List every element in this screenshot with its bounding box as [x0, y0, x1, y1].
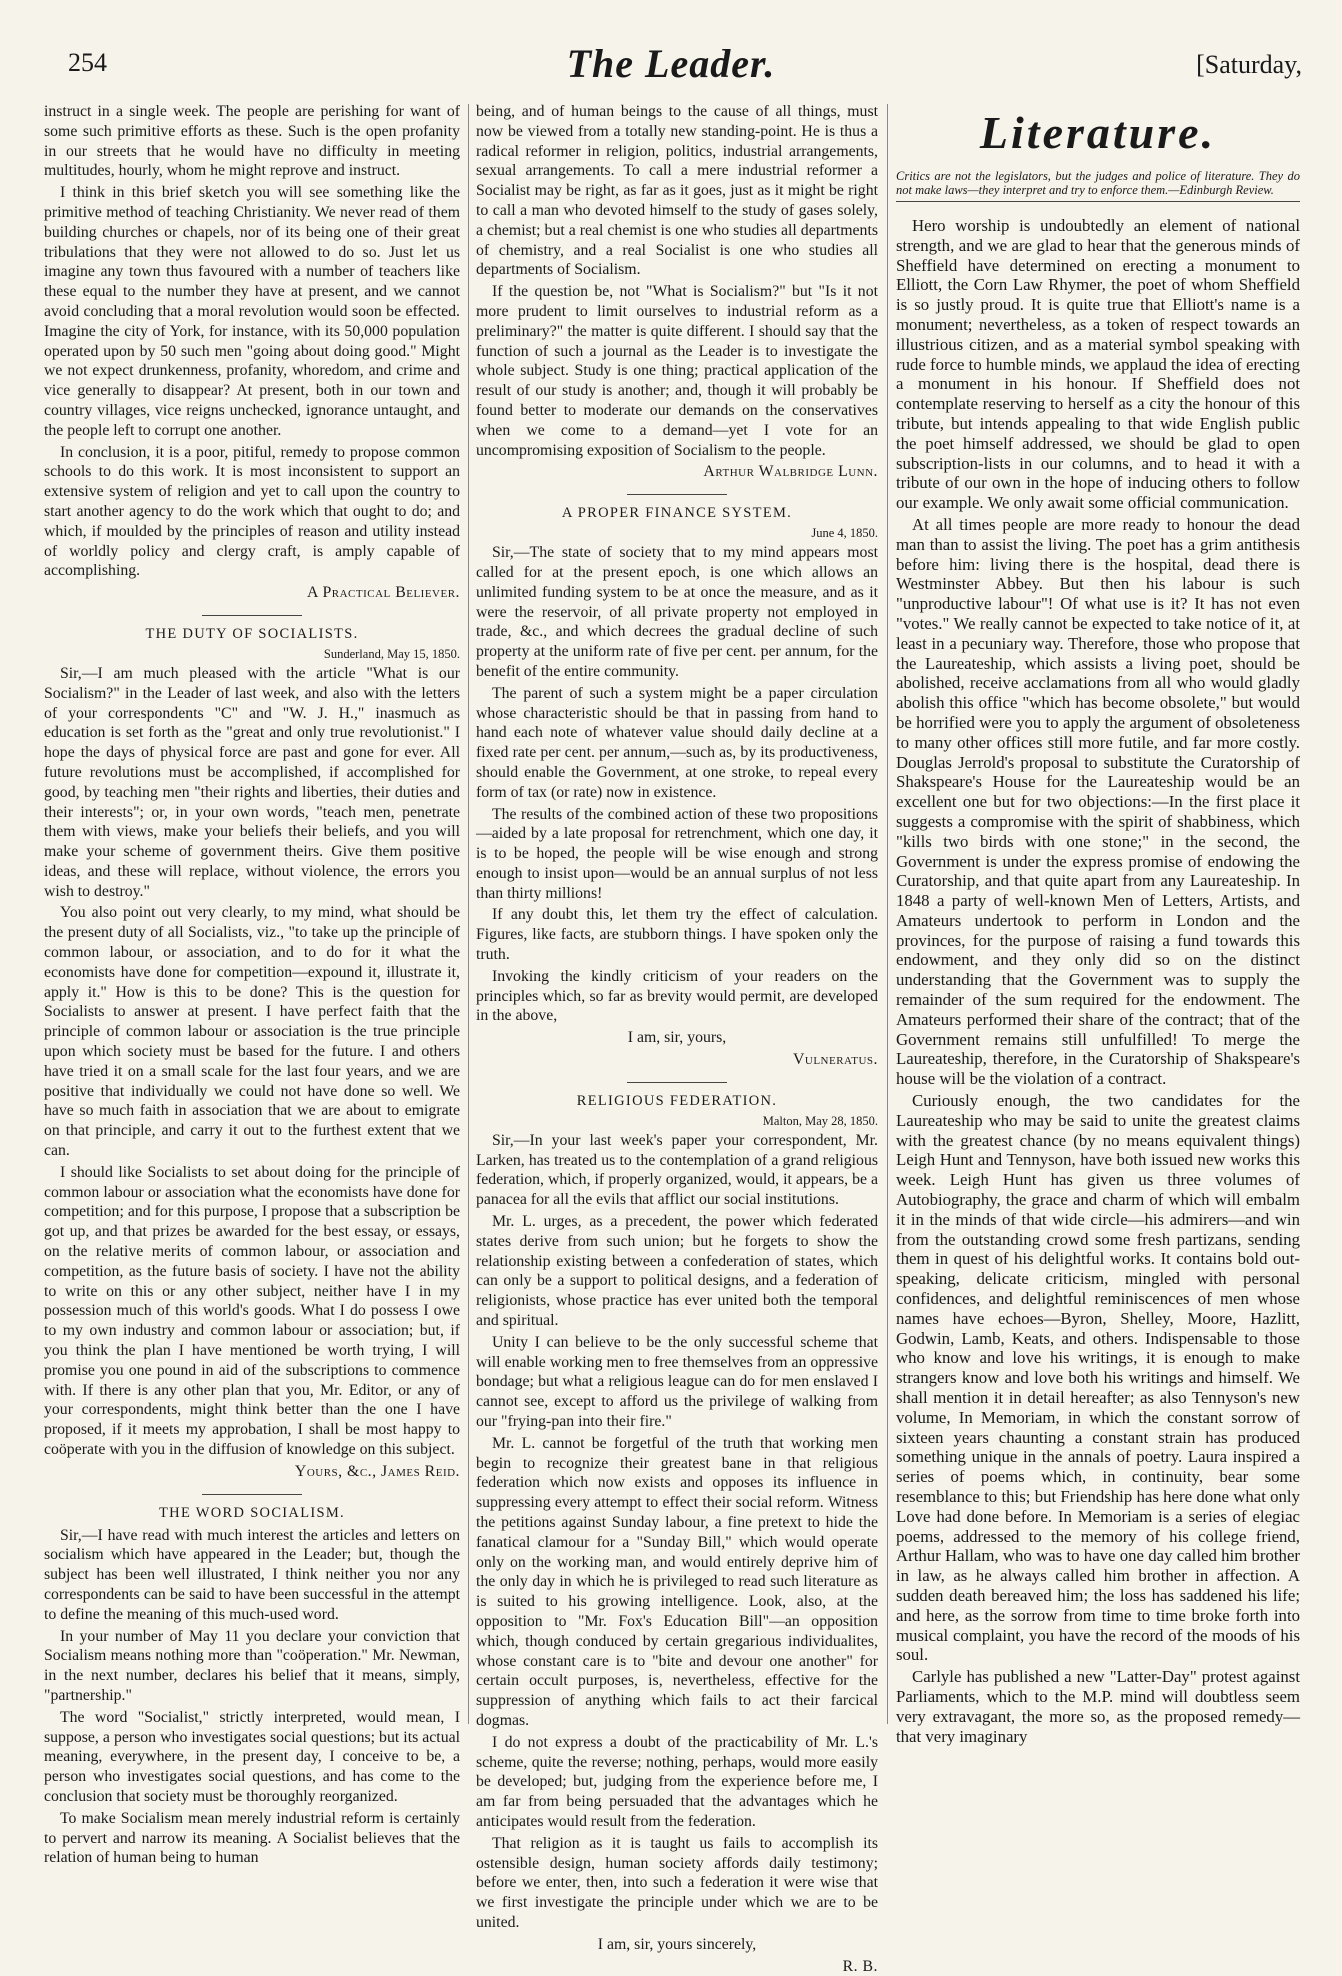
article-paragraph: If the question be, not "What is Socialism?" but "Is it not more prudent to limit ourselves to industrial reform as a preliminary?" the matter is quite different. I should say that the function of such a journal as the Leader is to investigate the whole subject. Study is one thing; practical application of the result of our study is another; and, though it will probably be found better to moderate our demands on the conservatives when we come to a demand—yet I vote for an uncompromising exposition of Socialism to the people.: [476, 283, 878, 459]
article-paragraph: I should like Socialists to set about doing for the principle of common labour or association what the economists have done for competition; and for this purpose, I propose that a subscription be got up, and that prizes be awarded for the best essay, or essays, on the relative merits of common labour, or association and competition, as the future basis of society. I have not the ability to write on this or any other subject, neither have I in my possession much of this world's goods. What I do possess I owe to my own industry and common labour or association; but, if you think the plan I have mentioned be worth trying, I will promise you one pound in aid of the subscriptions to commence with. If there is any other plan that you, Mr. Editor, or any of your correspondents, might think better than the one I have proposed, if it meets my approbation, I shall be most happy to coöperate with you in the diffusion of knowledge on this subject.: [44, 1163, 460, 1458]
article-paragraph: Sir,—The state of society that to my mind appears most called for at the present epoch, is one which allows an unlimited funding system to be at once the measure, and as it were the reservoir, of all private property not employed in trade, &c., and which decrees the gradual decline of such property at the uniform rate of five per cent. per annum, for the benefit of the entire community.: [476, 544, 878, 680]
section-separator: [627, 1082, 727, 1083]
letter-dateline: June 4, 1850.: [811, 526, 878, 541]
article-paragraph: Mr. L. urges, as a precedent, the power which federated states derive from such union; but he forgets to show the relationship existing between a confederation of states, which can only be a support to political designs, and a federation of religionists, whose practice has ever united both the temporal and spiritual.: [476, 1213, 878, 1330]
article-paragraph: instruct in a single week. The people are perishing for want of some such primitive efforts as these. Such is the open profanity in our streets that he would have no difficulty in meeting multitudes, hourly, whom he might reprove and instruct.: [44, 103, 460, 180]
letter-closing: I am, sir, yours,: [627, 1029, 727, 1047]
article-paragraph: To make Socialism mean merely industrial reform is certainly to pervert and narrow its meaning. A Socialist believes that the relation of human being to human: [44, 1809, 460, 1867]
article-title-word-socialism: THE WORD SOCIALISM.: [159, 1504, 345, 1521]
article-paragraph: Sir,—I have read with much interest the articles and letters on socialism which have appeared in the Leader; but, though the subject has been well illustrated, I think neither you nor any correspondents can be said to have been successful in the attempt to define the meaning of this much-used word.: [44, 1526, 460, 1623]
column-divider: [468, 104, 469, 1724]
column-divider: [887, 104, 888, 1724]
article-paragraph: That religion as it is taught us fails to accomplish its ostensible design, human society affords daily testimony; before we enter, then, into such a federation it were wise that we first investigate the principle under which we are to be united.: [476, 1834, 878, 1931]
section-title-literature: Literature.: [979, 107, 1217, 158]
article-paragraph: Hero worship is undoubtedly an element of national strength, and we are glad to hear that the generous minds of Sheffield have determined on erecting a monument to Elliott, the Corn Law Rhymer, the poet of whom Sheffield is so justly proud. It is quite true that Elliott's name is a monument; nevertheless, as a token of respect towards an illustrious citizen, and as a material symbol speaking with rude force to humble minds, we applaud the idea of erecting a monument in his honour. If Sheffield does not contemplate reserving to herself as a city the honour of this tribute, but intends appealing to that wide English public the poet himself addressed, we should be glad to open subscription-lists in our columns, and to head it with a tribute of our own in the hope of inducing others to follow our example. We only await some official communication.: [896, 216, 1301, 513]
article-paragraph: In conclusion, it is a poor, pitiful, remedy to propose common schools to do this work. It is most inconsistent to support an extensive system of religion and yet to call upon the country to start another agency to do the work which that ought to do; and which, if moulded by the principles of reason and utility instead of worldly policy and clergy craft, is amply capable of accomplishing.: [44, 443, 460, 580]
section-epigraph: Critics are not the legislators, but the judges and police of literature. They do not make laws—they interpret and try to enforce them.—Edinburgh Review.: [896, 169, 1300, 197]
page-header: [40, 0, 1302, 96]
article-paragraph: I do not express a doubt of the practicability of Mr. L.'s scheme, quite the reverse; nothing, perhaps, would more easily be developed; but, judging from the experience before me, I am far from being persuaded that the advantages which he anticipates would result from the federation.: [476, 1733, 878, 1830]
article-paragraph: Invoking the kindly criticism of your readers on the principles which, so far as brevity would permit, are developed in the above,: [476, 967, 878, 1025]
article-paragraph: You also point out very clearly, to my mind, what should be the present duty of all Socialists, viz., "to take up the principle of common labour, or association, and to do for it what the economists have done for competition—expound it, illustrate it, apply it." How is this to be done? This is the question for Socialists to answer at present. I have perfect faith that the principle of common labour or association is the true principle upon which society must be based for the future. I and others have tried it on a small scale for the last four years, and we are positive that individually we could not have done so well. We have so much faith in association that we are about to emigrate on that principle, and carry it out to the furthest extent that we can.: [44, 904, 460, 1160]
article-paragraph: Sir,—In your last week's paper your correspondent, Mr. Larken, has treated us to the contemplation of a grand religious federation, which, if properly organized, would, it appears, be a panacea for all the evils that afflict our social institutions.: [476, 1131, 878, 1209]
article-paragraph: In your number of May 11 you declare your conviction that Socialism means nothing more than "coöperation." Mr. Newman, in the next number, declares his belief that it means, simply, "partnership.": [44, 1627, 460, 1704]
section-separator: [202, 615, 302, 616]
article-paragraph: If any doubt this, let them try the effect of calculation. Figures, like facts, are stubborn things. I have spoken only the truth.: [476, 906, 878, 964]
article-title-finance-system: A PROPER FINANCE SYSTEM.: [561, 505, 793, 522]
article-paragraph: Unity I can believe to be the only successful scheme that will enable working men to free themselves from an oppressive bondage; but what a religious league can do for men enslaved I cannot see, except to afford us the privilege of walking from our "frying-pan into their fire.": [476, 1333, 878, 1431]
article-signature: A Practical Believer.: [306, 584, 460, 602]
article-paragraph: I think in this brief sketch you will see something like the primitive method of teaching Christianity. We never read of them building churches or chapels, nor of its being one of their great tribulations that they were not allowed to do so. Just let us imagine any town thus favoured with a number of teachers like these equal to the number they have at present, and we cannot avoid concluding that a moral revolution would soon be effected. Imagine the city of York, for instance, with its 50,000 population operated upon by 50 such men "going about doing good." Might we not expect drunkenness, profanity, whoredom, and crime and vice generally to disappear? At present, both in our town and country villages, vice reigns unchecked, ignorance untaught, and the people left to corrupt one another.: [44, 184, 460, 439]
letter-dateline: Sunderland, May 15, 1850.: [323, 646, 460, 661]
column-2: [476, 102, 878, 1975]
masthead: The Leader.: [566, 41, 776, 86]
article-signature: Yours, &c., James Reid.: [294, 1462, 460, 1480]
article-title-religious-federation: RELIGIOUS FEDERATION.: [576, 1092, 778, 1109]
article-paragraph: Mr. L. cannot be forgetful of the truth that working men begin to recognize their greatest bane in that religious federation which now exists and opposes its influence in suppressing every attempt to effect their social reform. Witness the petitions against Sunday labour, a fine pretext to hide the fanatical clamour for a "Sunday Bill," which would operate only on the working man, and would entirely deprive him of the only day in which he is privileged to read such literature as is suited to his growing intelligence. Look, also, at the opposition to "Mr. Fox's Education Bill"—an opposition which, though conduced by certain gregarious individualites, whose constant care is to "bite and devour one another" for certain occult purposes, is, nevertheless, effective for the suppression of anything which fails to act their farcical dogmas.: [476, 1434, 878, 1729]
column-1: [44, 102, 460, 1867]
article-paragraph: Sir,—I am much pleased with the article "What is our Socialism?" in the Leader of last week, and also with the letters of your correspondents "C" and "W. J. H.," inasmuch as education is set forth as the "great and only true revolutionist." I hope the days of physical force are past and gone for ever. All future revolutions must be accomplished, if accomplished for good, by teaching men "their rights and liberties, their duties and their interests"; or, in your own words, "teach men, penetrate them with views, make your beliefs their beliefs, and you will make your scheme of government theirs. Give them positive ideas, and these will replace, without violence, the errors you wish to destroy.": [44, 664, 460, 900]
letter-dateline: Malton, May 28, 1850.: [762, 1113, 878, 1128]
article-paragraph: Carlyle has published a new "Latter-Day" protest against Parliaments, which to the M.P. mind will doubtless seem very extravagant, the more so, as the proposed remedy—that very imaginary: [896, 1667, 1300, 1746]
article-paragraph: The results of the combined action of these two propositions—aided by a late proposal for retrenchment, which one day, it is to be hoped, the people will be wise enough and strong enough to insist upon—would be an annual surplus of not less than thirty millions!: [476, 805, 878, 902]
article-paragraph: At all times people are more ready to honour the dead man than to assist the living. The poet has a grim antithesis before him: living there is the hospital, dead there is Westminster Abbey. But then his labour is such "unproductive labour"! Of what use is it? It has not even "votes." We really cannot be expected to take notice of it, at least in a pecuniary way. Therefore, those who propose that the Laureateship, which assists a living poet, should be abolished, receive acclamations from all who would gladly abolish this office "which has become obsolete," but would be horrified were you to apply the argument of obsoleteness to many other offices still more futile, and far more costly. Douglas Jerrold's proposal to substitute the Curatorship of Shakspeare's House for the Laureateship would be an excellent one but for two objections:—In the first place it suggests a compromise with the spirit of shabbiness, which "kills two birds with one stone;" in the second, the Government is under the express promise of endowing the Curatorship, and that quite apart from any Laureateship. In 1848 a party of well-known Men of Letters, Artists, and Amateurs undertook to perform in London and the provinces, for the purpose of raising a fund towards this endowment, and they only did so on the distinct understanding that the Government was to supply the remainder of the sum required for the endowment. The Amateurs performed their share of the contract; that of the Government remains still unfulfilled! To merge the Laureateship, therefore, in the Curatorship of Shakspeare's house will be the violation of a contract.: [896, 514, 1300, 1089]
article-signature: Vulneratus.: [792, 1051, 878, 1069]
article-paragraph: The parent of such a system might be a paper circulation whose characteristic should be that in passing from hand to hand each note of whatever value should daily decline at a fixed rate per cent. per annum,—such as, by its productiveness, should enable the Government, at one stroke, to repeal every form of tax (or rate) now in existence.: [476, 684, 878, 801]
issue-dateline: [Saturday,: [1196, 50, 1302, 79]
article-paragraph: being, and of human beings to the cause of all things, must now be viewed from a totally new standing-point. He is thus a radical reformer in religion, politics, industrial arrangements, sexual arrangements. To call a mere industrial reformer a Socialist may be right, as far as it goes, just as it might be right to call a man who devoted himself to the study of gases solely, a chemist; but a real chemist is one who studies all departments of chemistry, and a real Socialist is one who studies all departments of Socialism.: [476, 103, 878, 279]
letter-closing: I am, sir, yours sincerely,: [597, 1935, 757, 1953]
column-3-literature: [896, 102, 1301, 1746]
section-separator: [202, 1494, 302, 1495]
article-paragraph: Curiously enough, the two candidates for the Laureateship who may be said to unite the greatest claims with the greatest chance (by no means equivalent things) Leigh Hunt and Tennyson, have both issued new works this week. Leigh Hunt has given us three volumes of Autobiography, the grace and charm of which will embalm it in the minds of that wide circle—his admirers—and win from the outstanding crowd some fresh partizans, sending them in quest of his delightful works. It contains bold out-speaking, delicate criticism, mingled with personal confidences, and delightful reminiscences of men whose names have echoes—Byron, Shelley, Moore, Hazlitt, Godwin, Lamb, Keats, and others. Indispensable to those who know and love his writings, it is enough to make strangers know and love both his writings and himself. We shall mention it in detail hereafter; as also Tennyson's new volume, In Memoriam, in which the constant sorrow of sixteen years chaunting a constant strain has produced something unique in the annals of poetry. Laura inspired a series of poems which, in continuity, bear some resemblance to this; but Friendship has here done what only Love had done before. In Memoriam is a series of elegiac poems, addressed to the memory of his college friend, Arthur Hallam, who was to have one day called him brother in law, as he always called him brother in affection. A sudden death bereaved him; the loss has saddened his life; and here, as the sorrow from time to time broke forth into musical complaint, you have the record of the moods of his soul.: [896, 1091, 1300, 1665]
page-number: 254: [68, 48, 107, 77]
section-separator: [627, 494, 727, 495]
article-signature: Arthur Walbridge Lunn.: [703, 463, 878, 481]
article-signature: R. B.: [842, 1957, 878, 1975]
article-paragraph: The word "Socialist," strictly interpreted, would mean, I suppose, a person who investigates social questions; but its actual meaning, everywhere, in the present day, I conceive to be, a person who investigates social questions, and has come to the conclusion that society must be thoroughly reorganized.: [44, 1708, 460, 1805]
article-title-duty-of-socialists: THE DUTY OF SOCIALISTS.: [145, 625, 359, 642]
section-rule: [896, 201, 1300, 202]
